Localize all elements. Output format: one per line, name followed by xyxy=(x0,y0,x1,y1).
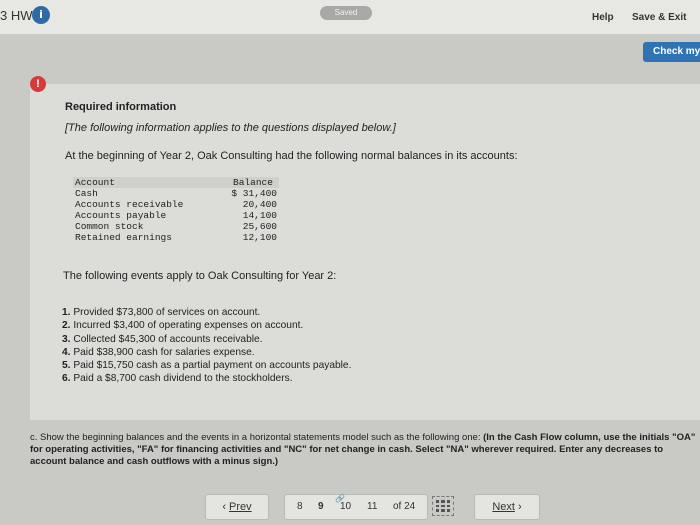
grid-icon[interactable] xyxy=(432,496,454,516)
event-text: Collected $45,300 of accounts receivable. xyxy=(73,333,263,345)
page-link-9[interactable]: 9 xyxy=(318,501,324,512)
page-link-10[interactable]: 10 xyxy=(340,501,352,512)
save-exit-button[interactable]: Save & Exit xyxy=(632,12,687,23)
next-label: Next xyxy=(492,501,515,513)
top-bar xyxy=(0,0,700,34)
account-name: Accounts receivable xyxy=(75,199,184,210)
event-number: 1. xyxy=(62,307,71,318)
column-header-balance: Balance xyxy=(227,177,279,188)
event-number: 6. xyxy=(62,373,71,385)
balances-table xyxy=(73,177,279,243)
list-item xyxy=(62,346,351,359)
account-name: Accounts payable xyxy=(75,210,167,221)
alert-icon: ! xyxy=(30,76,46,92)
check-my-work-button[interactable]: Check my xyxy=(643,42,700,62)
assignment-title: 3 HW xyxy=(0,8,33,23)
table-row xyxy=(73,199,279,210)
next-button[interactable] xyxy=(474,494,540,520)
event-text: Paid $15,750 cash as a partial payment on accounts payable. xyxy=(73,360,352,372)
page-link-11[interactable]: 11 xyxy=(367,501,378,512)
page-total: of 24 xyxy=(393,501,416,512)
column-header-account: Account xyxy=(73,177,227,188)
table-row xyxy=(73,188,279,199)
prev-button[interactable] xyxy=(205,494,269,520)
required-info-note: [The following information applies to the questions displayed below.] xyxy=(65,122,396,134)
account-balance: 20,400 xyxy=(242,199,277,210)
event-number: 3. xyxy=(62,333,71,345)
pagination-bar xyxy=(0,486,700,525)
table-header-row xyxy=(73,177,279,188)
balances-intro: At the beginning of Year 2, Oak Consulting had the following normal balances in its accounts: xyxy=(65,150,518,162)
account-balance: 12,100 xyxy=(242,232,277,243)
list-item xyxy=(62,372,351,385)
account-balance: $ 31,400 xyxy=(231,188,277,199)
table-row xyxy=(73,210,279,221)
question-prompt xyxy=(30,432,700,468)
account-name: Cash xyxy=(75,188,98,199)
list-item xyxy=(62,333,351,346)
account-name: Retained earnings xyxy=(75,232,172,243)
info-icon[interactable]: i xyxy=(32,6,50,24)
table-row xyxy=(73,232,279,243)
list-item xyxy=(62,306,351,319)
event-text: Paid a $8,700 cash dividend to the stockholders. xyxy=(73,373,293,385)
account-balance: 25,600 xyxy=(242,221,277,232)
chevron-left-icon: ‹ xyxy=(222,501,226,513)
event-number: 2. xyxy=(62,320,71,332)
event-number: 5. xyxy=(62,360,71,372)
event-number: 4. xyxy=(62,346,71,358)
chevron-right-icon: › xyxy=(518,501,522,513)
page-selector xyxy=(284,494,428,520)
help-button[interactable]: Help xyxy=(592,12,614,23)
link-icon: 🔗 xyxy=(335,494,345,503)
table-row xyxy=(73,221,279,232)
saved-status-badge: Saved xyxy=(320,6,372,20)
event-text: Paid $38,900 cash for salaries expense. xyxy=(73,346,255,358)
account-balance: 14,100 xyxy=(242,210,277,221)
events-list xyxy=(62,306,351,386)
prompt-instructions: (In the Cash Flow column, use the initials "OA" for operating activities, "FA" for financing activities and "NC" for net change in cash. Select "NA" wherever required. Enter any decreases to account balance and cash outflows with a minus sign.) xyxy=(30,432,696,467)
account-name: Common stock xyxy=(75,221,144,232)
page-link-8[interactable]: 8 xyxy=(297,501,303,512)
list-item xyxy=(62,319,351,332)
prev-label: Prev xyxy=(229,501,252,513)
event-text: Provided $73,800 of services on account. xyxy=(73,307,261,318)
required-info-title: Required information xyxy=(65,101,177,113)
prompt-lead: c. Show the beginning balances and the events in a horizontal statements model such as the following one: xyxy=(30,432,484,443)
event-text: Incurred $3,400 of operating expenses on account. xyxy=(73,320,304,332)
list-item xyxy=(62,359,351,372)
events-intro: The following events apply to Oak Consulting for Year 2: xyxy=(63,270,337,282)
